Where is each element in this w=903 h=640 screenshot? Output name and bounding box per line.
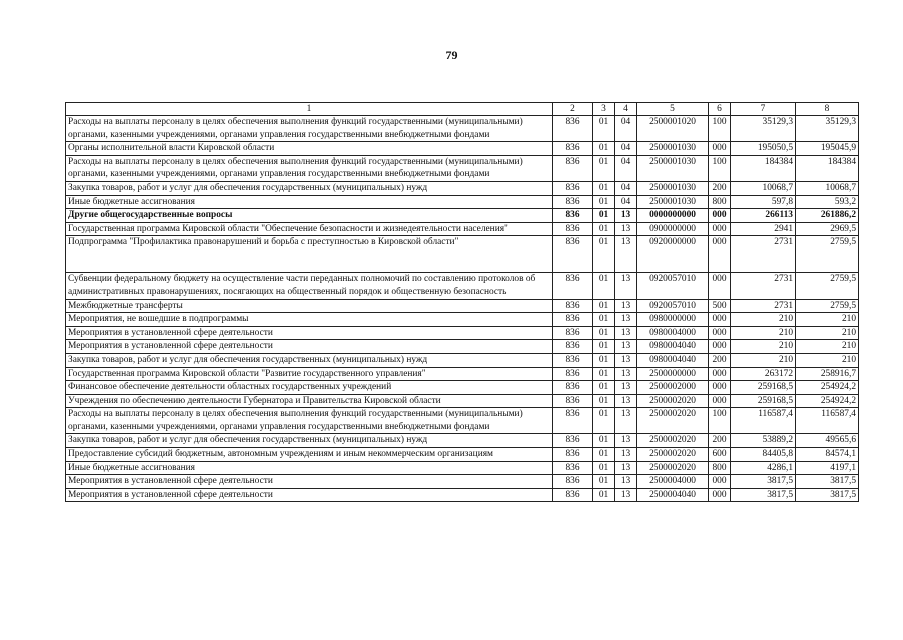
row-value-cell-c2: 836 (553, 313, 593, 327)
table-row (66, 181, 859, 195)
row-value-cell-c8: 195045,9 (796, 142, 859, 156)
row-name-cell: Закупка товаров, работ и услуг для обеспечения государственных (муниципальных) нужд (66, 353, 553, 367)
row-value-cell-c8: 254924,2 (796, 381, 859, 395)
row-value-cell-c7: 2941 (731, 222, 796, 236)
row-value-cell-c8: 3817,5 (796, 488, 859, 502)
table-row (66, 195, 859, 209)
table-row (66, 448, 859, 462)
row-value-cell-c2: 836 (553, 195, 593, 209)
row-value-cell-c2: 836 (553, 222, 593, 236)
table-row (66, 116, 859, 142)
row-value-cell-c3: 01 (593, 273, 615, 299)
row-value-cell-c7: 597,8 (731, 195, 796, 209)
row-value-cell-c3: 01 (593, 222, 615, 236)
row-value-cell-c2: 836 (553, 434, 593, 448)
row-value-cell-c3: 01 (593, 236, 615, 273)
column-header: 8 (796, 103, 859, 116)
row-value-cell-c8: 35129,3 (796, 116, 859, 142)
table-row (66, 236, 859, 273)
row-value-cell-c7: 3817,5 (731, 488, 796, 502)
row-value-cell-c4: 13 (615, 313, 637, 327)
table-row (66, 475, 859, 489)
row-value-cell-c7: 210 (731, 313, 796, 327)
table-row (66, 273, 859, 299)
row-value-cell-c4: 04 (615, 195, 637, 209)
table-row (66, 488, 859, 502)
row-value-cell-c7: 35129,3 (731, 116, 796, 142)
row-value-cell-c7: 266113 (731, 209, 796, 223)
row-name-cell: Закупка товаров, работ и услуг для обеспечения государственных (муниципальных) нужд (66, 181, 553, 195)
row-value-cell-c2: 836 (553, 488, 593, 502)
row-value-cell-c4: 13 (615, 475, 637, 489)
table-row (66, 434, 859, 448)
row-value-cell-c8: 2759,5 (796, 299, 859, 313)
row-value-cell-c2: 836 (553, 461, 593, 475)
row-value-cell-c8: 84574,1 (796, 448, 859, 462)
row-value-cell-c2: 836 (553, 408, 593, 434)
row-value-cell-c5: 0920057010 (637, 299, 709, 313)
column-header: 1 (66, 103, 553, 116)
table-row (66, 381, 859, 395)
row-value-cell-c2: 836 (553, 155, 593, 181)
row-value-cell-c6: 100 (709, 116, 731, 142)
row-name-cell: Органы исполнительной власти Кировской области (66, 142, 553, 156)
row-value-cell-c6: 500 (709, 299, 731, 313)
table-row (66, 209, 859, 223)
row-name-cell: Государственная программа Кировской области "Обеспечение безопасности и жизнедеятельности населения" (66, 222, 553, 236)
table-row (66, 299, 859, 313)
row-value-cell-c6: 000 (709, 209, 731, 223)
row-value-cell-c7: 259168,5 (731, 394, 796, 408)
row-value-cell-c3: 01 (593, 116, 615, 142)
row-value-cell-c5: 2500001030 (637, 142, 709, 156)
row-value-cell-c6: 100 (709, 408, 731, 434)
row-name-cell: Мероприятия, не вошедшие в подпрограммы (66, 313, 553, 327)
row-value-cell-c5: 0980004040 (637, 340, 709, 354)
row-value-cell-c4: 13 (615, 209, 637, 223)
row-value-cell-c7: 3817,5 (731, 475, 796, 489)
row-value-cell-c4: 13 (615, 353, 637, 367)
header-row (66, 103, 859, 116)
row-value-cell-c6: 000 (709, 367, 731, 381)
table-row (66, 461, 859, 475)
row-value-cell-c4: 04 (615, 155, 637, 181)
column-header: 7 (731, 103, 796, 116)
row-value-cell-c3: 01 (593, 434, 615, 448)
row-value-cell-c4: 13 (615, 273, 637, 299)
row-value-cell-c3: 01 (593, 195, 615, 209)
row-value-cell-c8: 3817,5 (796, 475, 859, 489)
row-value-cell-c3: 01 (593, 475, 615, 489)
table-row (66, 155, 859, 181)
row-value-cell-c6: 000 (709, 326, 731, 340)
row-value-cell-c3: 01 (593, 155, 615, 181)
row-value-cell-c3: 01 (593, 340, 615, 354)
row-value-cell-c6: 000 (709, 475, 731, 489)
row-value-cell-c5: 2500002020 (637, 434, 709, 448)
row-value-cell-c7: 195050,5 (731, 142, 796, 156)
row-value-cell-c5: 2500001030 (637, 181, 709, 195)
table-row (66, 408, 859, 434)
column-header: 5 (637, 103, 709, 116)
row-value-cell-c5: 2500001020 (637, 116, 709, 142)
row-value-cell-c7: 2731 (731, 236, 796, 273)
row-value-cell-c5: 2500004000 (637, 475, 709, 489)
row-value-cell-c6: 100 (709, 155, 731, 181)
row-value-cell-c8: 2969,5 (796, 222, 859, 236)
table-row (66, 142, 859, 156)
row-value-cell-c7: 263172 (731, 367, 796, 381)
row-value-cell-c4: 13 (615, 299, 637, 313)
row-value-cell-c5: 0980004040 (637, 353, 709, 367)
row-value-cell-c3: 01 (593, 299, 615, 313)
row-value-cell-c7: 210 (731, 353, 796, 367)
row-name-cell: Межбюджетные трансферты (66, 299, 553, 313)
row-name-cell: Иные бюджетные ассигнования (66, 461, 553, 475)
row-value-cell-c7: 2731 (731, 273, 796, 299)
row-value-cell-c6: 000 (709, 340, 731, 354)
row-value-cell-c6: 000 (709, 273, 731, 299)
row-value-cell-c8: 2759,5 (796, 236, 859, 273)
table-row (66, 394, 859, 408)
row-value-cell-c2: 836 (553, 116, 593, 142)
row-name-cell: Расходы на выплаты персоналу в целях обеспечения выполнения функций государственными (муниципальными) органами, казенными учреждениями, органами управления государственными внебюджетными фондами (66, 116, 553, 142)
row-value-cell-c2: 836 (553, 273, 593, 299)
row-value-cell-c3: 01 (593, 142, 615, 156)
row-value-cell-c2: 836 (553, 209, 593, 223)
row-value-cell-c4: 04 (615, 116, 637, 142)
row-value-cell-c5: 2500001030 (637, 155, 709, 181)
row-name-cell: Другие общегосударственные вопросы (66, 209, 553, 223)
row-name-cell: Мероприятия в установленной сфере деятельности (66, 488, 553, 502)
row-value-cell-c4: 13 (615, 461, 637, 475)
row-value-cell-c3: 01 (593, 488, 615, 502)
table-row (66, 340, 859, 354)
row-value-cell-c8: 116587,4 (796, 408, 859, 434)
row-value-cell-c5: 0920000000 (637, 236, 709, 273)
column-header: 3 (593, 103, 615, 116)
row-value-cell-c4: 13 (615, 394, 637, 408)
row-value-cell-c7: 84405,8 (731, 448, 796, 462)
row-value-cell-c4: 13 (615, 448, 637, 462)
row-value-cell-c7: 10068,7 (731, 181, 796, 195)
row-value-cell-c8: 210 (796, 340, 859, 354)
row-value-cell-c8: 210 (796, 326, 859, 340)
row-value-cell-c5: 2500002020 (637, 394, 709, 408)
row-name-cell: Подпрограмма "Профилактика правонарушений и борьба с преступностью в Кировской области" (66, 236, 553, 273)
table-row (66, 367, 859, 381)
row-value-cell-c3: 01 (593, 408, 615, 434)
row-value-cell-c6: 800 (709, 195, 731, 209)
row-value-cell-c4: 04 (615, 142, 637, 156)
row-value-cell-c5: 2500002020 (637, 408, 709, 434)
budget-table (65, 102, 859, 502)
row-value-cell-c7: 2731 (731, 299, 796, 313)
row-value-cell-c5: 0980000000 (637, 313, 709, 327)
row-value-cell-c5: 2500002000 (637, 381, 709, 395)
table-row (66, 326, 859, 340)
row-value-cell-c6: 000 (709, 313, 731, 327)
row-value-cell-c5: 2500002020 (637, 461, 709, 475)
row-value-cell-c5: 2500001030 (637, 195, 709, 209)
row-value-cell-c7: 53889,2 (731, 434, 796, 448)
row-value-cell-c8: 4197,1 (796, 461, 859, 475)
row-value-cell-c4: 04 (615, 181, 637, 195)
row-name-cell: Расходы на выплаты персоналу в целях обеспечения выполнения функций государственными (муниципальными) органами, казенными учреждениями, органами управления государственными внебюджетными фондами (66, 408, 553, 434)
row-value-cell-c3: 01 (593, 394, 615, 408)
row-value-cell-c3: 01 (593, 313, 615, 327)
row-name-cell: Иные бюджетные ассигнования (66, 195, 553, 209)
row-name-cell: Предоставление субсидий бюджетным, автономным учреждениям и иным некоммерческим организациям (66, 448, 553, 462)
row-value-cell-c4: 13 (615, 236, 637, 273)
row-value-cell-c4: 13 (615, 408, 637, 434)
row-value-cell-c6: 000 (709, 236, 731, 273)
row-value-cell-c3: 01 (593, 326, 615, 340)
row-value-cell-c5: 2500000000 (637, 367, 709, 381)
row-value-cell-c2: 836 (553, 340, 593, 354)
row-value-cell-c8: 10068,7 (796, 181, 859, 195)
row-value-cell-c3: 01 (593, 353, 615, 367)
row-value-cell-c7: 4286,1 (731, 461, 796, 475)
row-value-cell-c2: 836 (553, 181, 593, 195)
row-value-cell-c3: 01 (593, 448, 615, 462)
row-value-cell-c3: 01 (593, 381, 615, 395)
column-header: 6 (709, 103, 731, 116)
row-value-cell-c6: 000 (709, 142, 731, 156)
row-value-cell-c8: 49565,6 (796, 434, 859, 448)
row-name-cell: Расходы на выплаты персоналу в целях обеспечения выполнения функций государственными (муниципальными) органами, казенными учреждениями, органами управления государственными внебюджетными фондами (66, 155, 553, 181)
row-value-cell-c6: 200 (709, 434, 731, 448)
row-value-cell-c6: 000 (709, 394, 731, 408)
row-value-cell-c6: 800 (709, 461, 731, 475)
row-value-cell-c2: 836 (553, 394, 593, 408)
row-value-cell-c8: 258916,7 (796, 367, 859, 381)
row-value-cell-c5: 2500004040 (637, 488, 709, 502)
row-value-cell-c3: 01 (593, 181, 615, 195)
row-value-cell-c2: 836 (553, 367, 593, 381)
row-value-cell-c3: 01 (593, 209, 615, 223)
row-value-cell-c2: 836 (553, 142, 593, 156)
row-value-cell-c5: 2500002020 (637, 448, 709, 462)
row-name-cell: Финансовое обеспечение деятельности областных государственных учреждений (66, 381, 553, 395)
row-value-cell-c4: 13 (615, 434, 637, 448)
row-name-cell: Учреждения по обеспечению деятельности Губернатора и Правительства Кировской области (66, 394, 553, 408)
row-value-cell-c5: 0900000000 (637, 222, 709, 236)
row-value-cell-c5: 0000000000 (637, 209, 709, 223)
row-value-cell-c2: 836 (553, 299, 593, 313)
row-name-cell: Субвенции федеральному бюджету на осуществление части переданных полномочий по составлению протоколов об административных правонарушениях, посягающих на общественный порядок и общественную безопасность (66, 273, 553, 299)
column-header: 2 (553, 103, 593, 116)
row-name-cell: Государственная программа Кировской области "Развитие государственного управления" (66, 367, 553, 381)
row-name-cell: Закупка товаров, работ и услуг для обеспечения государственных (муниципальных) нужд (66, 434, 553, 448)
row-value-cell-c4: 13 (615, 381, 637, 395)
row-value-cell-c8: 593,2 (796, 195, 859, 209)
row-value-cell-c6: 000 (709, 381, 731, 395)
row-value-cell-c6: 200 (709, 353, 731, 367)
row-value-cell-c6: 000 (709, 222, 731, 236)
row-value-cell-c6: 200 (709, 181, 731, 195)
row-name-cell: Мероприятия в установленной сфере деятельности (66, 326, 553, 340)
row-value-cell-c4: 13 (615, 222, 637, 236)
row-value-cell-c4: 13 (615, 340, 637, 354)
table-row (66, 222, 859, 236)
column-header: 4 (615, 103, 637, 116)
table-row (66, 353, 859, 367)
table-row (66, 313, 859, 327)
page-number: 79 (445, 48, 458, 62)
row-value-cell-c2: 836 (553, 236, 593, 273)
row-value-cell-c2: 836 (553, 353, 593, 367)
row-name-cell: Мероприятия в установленной сфере деятельности (66, 340, 553, 354)
row-value-cell-c3: 01 (593, 461, 615, 475)
row-value-cell-c8: 254924,2 (796, 394, 859, 408)
row-value-cell-c8: 210 (796, 353, 859, 367)
row-value-cell-c7: 184384 (731, 155, 796, 181)
row-value-cell-c5: 0920057010 (637, 273, 709, 299)
row-value-cell-c4: 13 (615, 326, 637, 340)
row-value-cell-c8: 261886,2 (796, 209, 859, 223)
row-name-cell: Мероприятия в установленной сфере деятельности (66, 475, 553, 489)
row-value-cell-c7: 210 (731, 326, 796, 340)
row-value-cell-c2: 836 (553, 326, 593, 340)
row-value-cell-c4: 13 (615, 367, 637, 381)
row-value-cell-c2: 836 (553, 448, 593, 462)
row-value-cell-c2: 836 (553, 475, 593, 489)
row-value-cell-c8: 184384 (796, 155, 859, 181)
row-value-cell-c8: 2759,5 (796, 273, 859, 299)
row-value-cell-c2: 836 (553, 381, 593, 395)
row-value-cell-c7: 116587,4 (731, 408, 796, 434)
row-value-cell-c5: 0980004000 (637, 326, 709, 340)
row-value-cell-c7: 210 (731, 340, 796, 354)
row-value-cell-c8: 210 (796, 313, 859, 327)
row-value-cell-c6: 000 (709, 488, 731, 502)
row-value-cell-c4: 13 (615, 488, 637, 502)
row-value-cell-c7: 259168,5 (731, 381, 796, 395)
row-value-cell-c3: 01 (593, 367, 615, 381)
row-value-cell-c6: 600 (709, 448, 731, 462)
